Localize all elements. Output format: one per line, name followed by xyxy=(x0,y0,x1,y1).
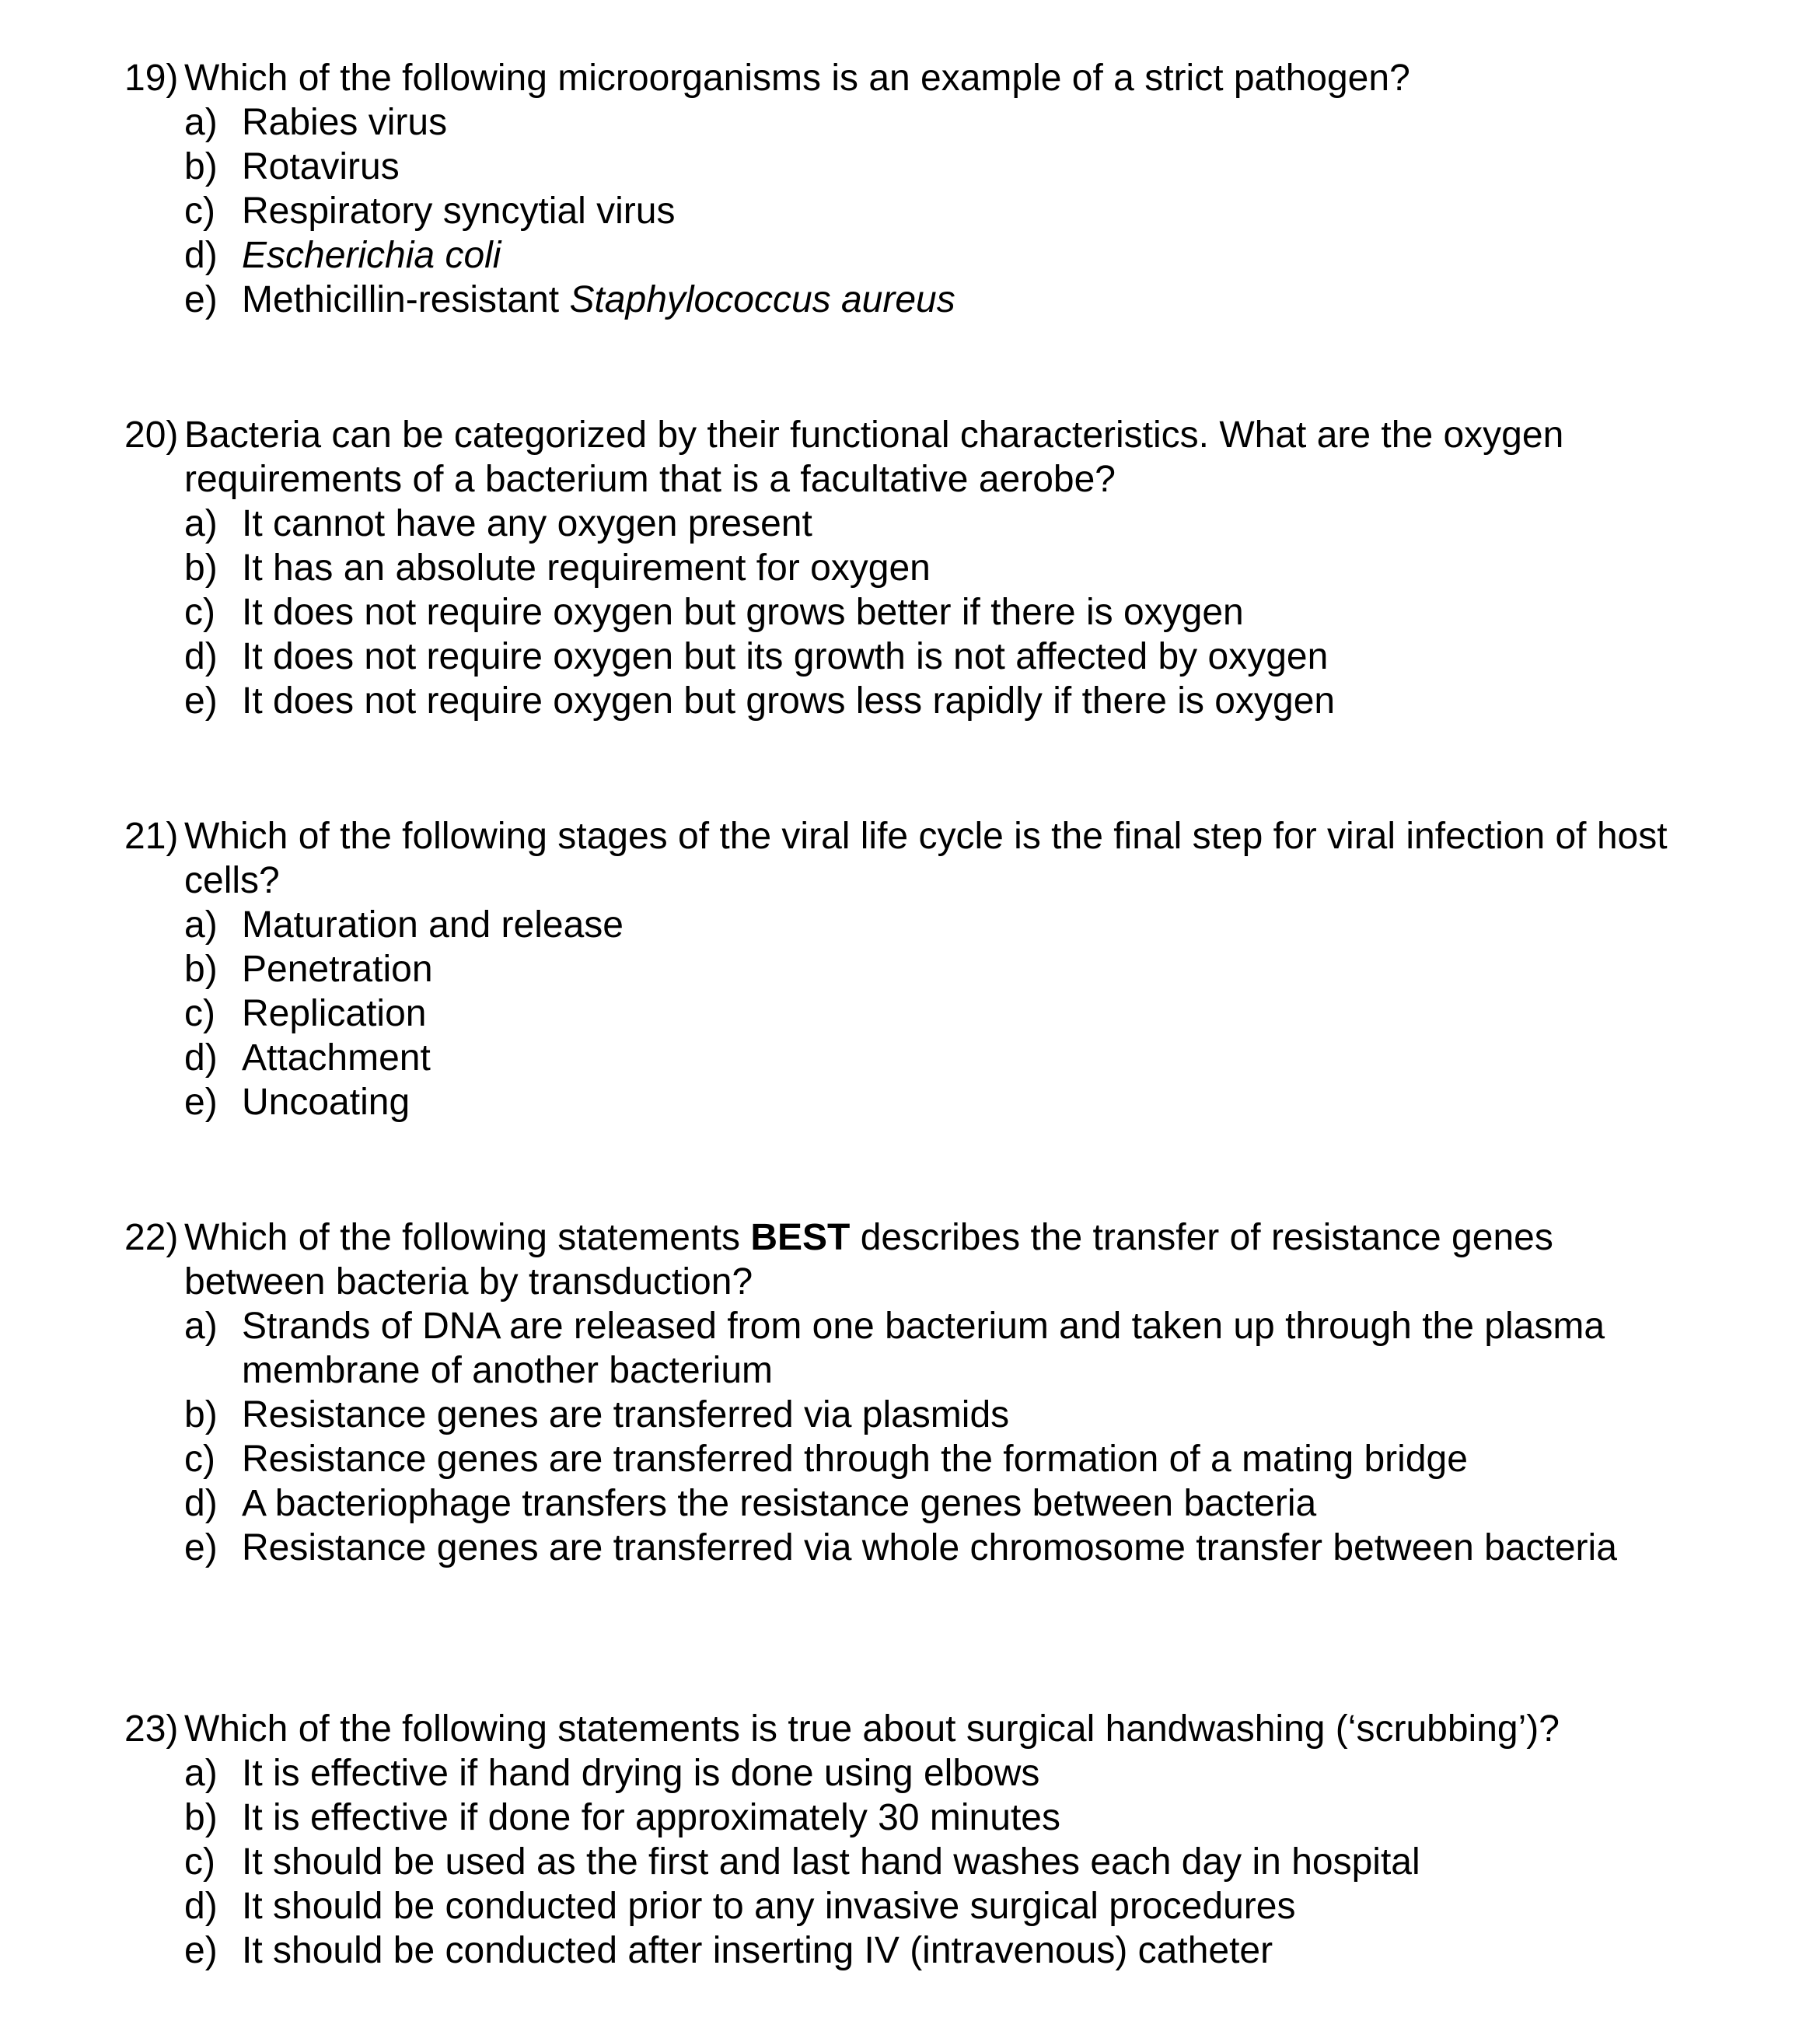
option-letter: a) xyxy=(184,904,218,946)
text-run: Attachment xyxy=(242,1037,431,1079)
text-run: Maturation and release xyxy=(242,904,624,946)
option-e xyxy=(184,1526,1679,1570)
question-stem xyxy=(124,413,1679,502)
text-run: Which of the following statements is true about surgical handwashing (‘scrubbing’)? xyxy=(184,1708,1560,1750)
option-letter: c) xyxy=(184,191,215,232)
option-c xyxy=(184,189,1679,233)
option-text xyxy=(242,189,1679,233)
option-a xyxy=(184,1304,1679,1393)
text-run: A bacteriophage transfers the resistance genes between bacteria xyxy=(242,1483,1317,1524)
question-stem xyxy=(124,56,1679,100)
option-text xyxy=(242,1840,1679,1884)
bold-text-run: BEST xyxy=(750,1217,851,1258)
text-run: Rabies virus xyxy=(242,102,448,143)
text-run: Respiratory syncytial virus xyxy=(242,191,676,232)
text-run: It cannot have any oxygen present xyxy=(242,503,812,544)
option-letter: a) xyxy=(184,1753,218,1794)
option-c xyxy=(184,991,1679,1036)
option-text xyxy=(242,1884,1679,1928)
option-text xyxy=(242,502,1679,546)
option-letter: b) xyxy=(184,1797,218,1838)
answer-options xyxy=(184,1751,1679,1973)
option-c xyxy=(184,590,1679,635)
option-text xyxy=(242,903,1679,947)
option-text xyxy=(242,233,1679,278)
option-letter: b) xyxy=(184,949,218,990)
text-run: It does not require oxygen but its growth is not affected by oxygen xyxy=(242,636,1329,677)
option-letter: b) xyxy=(184,146,218,187)
text-run: Bacteria can be categorized by their functional characteristics. What are the oxygen requirements of a bacterium that is a facultative aerobe? xyxy=(184,414,1564,500)
option-a xyxy=(184,903,1679,947)
option-letter: e) xyxy=(184,1527,218,1568)
answer-options xyxy=(184,100,1679,322)
option-text xyxy=(242,991,1679,1036)
option-b xyxy=(184,1795,1679,1840)
text-run: Penetration xyxy=(242,949,433,990)
text-run: Resistance genes are transferred via whole chromosome transfer between bacteria xyxy=(242,1527,1617,1568)
option-letter: a) xyxy=(184,503,218,544)
option-b xyxy=(184,546,1679,590)
question-stem xyxy=(124,1215,1679,1304)
text-run: Resistance genes are transferred via plasmids xyxy=(242,1394,1010,1435)
option-letter: c) xyxy=(184,993,215,1034)
option-e xyxy=(184,679,1679,723)
option-b xyxy=(184,1393,1679,1437)
question-number: 21) xyxy=(124,816,179,857)
option-letter: c) xyxy=(184,592,215,633)
option-text xyxy=(242,635,1679,679)
option-letter: e) xyxy=(184,680,218,722)
text-run: It should be used as the first and last hand washes each day in hospital xyxy=(242,1841,1420,1883)
option-e xyxy=(184,1928,1679,1973)
option-d xyxy=(184,1036,1679,1080)
italic-text-run: Staphylococcus aureus xyxy=(569,279,955,320)
option-letter: c) xyxy=(184,1439,215,1480)
option-letter: c) xyxy=(184,1841,215,1883)
option-d xyxy=(184,635,1679,679)
text-run: It should be conducted prior to any invasive surgical procedures xyxy=(242,1886,1296,1927)
option-letter: d) xyxy=(184,636,218,677)
option-text xyxy=(242,1526,1679,1570)
option-letter: d) xyxy=(184,235,218,276)
option-d xyxy=(184,1481,1679,1526)
question-stem xyxy=(124,814,1679,903)
text-run: Resistance genes are transferred through the formation of a mating bridge xyxy=(242,1439,1468,1480)
question-number: 23) xyxy=(124,1708,179,1750)
question-21 xyxy=(124,814,1679,1124)
question-text xyxy=(184,814,1679,903)
question-text xyxy=(184,1215,1679,1304)
option-text xyxy=(242,145,1679,189)
text-run: It does not require oxygen but grows better if there is oxygen xyxy=(242,592,1244,633)
option-text xyxy=(242,1928,1679,1973)
question-text xyxy=(184,413,1679,502)
text-run: It should be conducted after inserting IV (intravenous) catheter xyxy=(242,1930,1273,1971)
option-text xyxy=(242,1036,1679,1080)
text-run: describes the transfer of resistance genes between bacteria by transduction? xyxy=(184,1217,1553,1302)
question-stem xyxy=(124,1707,1679,1751)
answer-options xyxy=(184,1304,1679,1570)
option-letter: e) xyxy=(184,279,218,320)
option-c xyxy=(184,1840,1679,1884)
text-run: It does not require oxygen but grows less rapidly if there is oxygen xyxy=(242,680,1336,722)
question-text xyxy=(184,56,1679,100)
option-text xyxy=(242,1393,1679,1437)
option-d xyxy=(184,1884,1679,1928)
option-letter: e) xyxy=(184,1930,218,1971)
text-run: Replication xyxy=(242,993,427,1034)
option-e xyxy=(184,278,1679,322)
option-text xyxy=(242,1080,1679,1124)
option-d xyxy=(184,233,1679,278)
option-letter: a) xyxy=(184,102,218,143)
text-run: It is effective if done for approximately 30 minutes xyxy=(242,1797,1060,1838)
question-19 xyxy=(124,56,1679,322)
question-number: 20) xyxy=(124,414,179,456)
option-letter: b) xyxy=(184,547,218,589)
option-text xyxy=(242,1795,1679,1840)
option-b xyxy=(184,145,1679,189)
option-text xyxy=(242,278,1679,322)
text-run: Rotavirus xyxy=(242,146,400,187)
option-text xyxy=(242,1751,1679,1795)
option-text xyxy=(242,590,1679,635)
option-text xyxy=(242,679,1679,723)
text-run: Which of the following stages of the viral life cycle is the final step for viral infection of host cells? xyxy=(184,816,1668,901)
text-run: Strands of DNA are released from one bacterium and taken up through the plasma membrane of another bacterium xyxy=(242,1306,1605,1391)
question-number: 19) xyxy=(124,58,179,99)
option-a xyxy=(184,1751,1679,1795)
text-run: Which of the following microorganisms is an example of a strict pathogen? xyxy=(184,58,1410,99)
question-22 xyxy=(124,1215,1679,1570)
question-number: 22) xyxy=(124,1217,179,1258)
text-run: It is effective if hand drying is done using elbows xyxy=(242,1753,1040,1794)
option-text xyxy=(242,1481,1679,1526)
option-letter: e) xyxy=(184,1082,218,1123)
text-run: Uncoating xyxy=(242,1082,410,1123)
answer-options xyxy=(184,502,1679,723)
option-letter: b) xyxy=(184,1394,218,1435)
option-b xyxy=(184,947,1679,991)
text-run: Methicillin-resistant xyxy=(242,279,570,320)
option-letter: a) xyxy=(184,1306,218,1347)
text-run: It has an absolute requirement for oxygen xyxy=(242,547,931,589)
option-c xyxy=(184,1437,1679,1481)
option-letter: d) xyxy=(184,1037,218,1079)
option-text xyxy=(242,1437,1679,1481)
italic-text-run: Escherichia coli xyxy=(242,235,501,276)
option-text xyxy=(242,546,1679,590)
option-a xyxy=(184,100,1679,145)
answer-options xyxy=(184,903,1679,1124)
option-e xyxy=(184,1080,1679,1124)
question-20 xyxy=(124,413,1679,723)
option-a xyxy=(184,502,1679,546)
question-text xyxy=(184,1707,1679,1751)
text-run: Which of the following statements xyxy=(184,1217,751,1258)
option-text xyxy=(242,100,1679,145)
option-text xyxy=(242,1304,1679,1393)
option-letter: d) xyxy=(184,1886,218,1927)
option-letter: d) xyxy=(184,1483,218,1524)
option-text xyxy=(242,947,1679,991)
question-23 xyxy=(124,1707,1679,1973)
